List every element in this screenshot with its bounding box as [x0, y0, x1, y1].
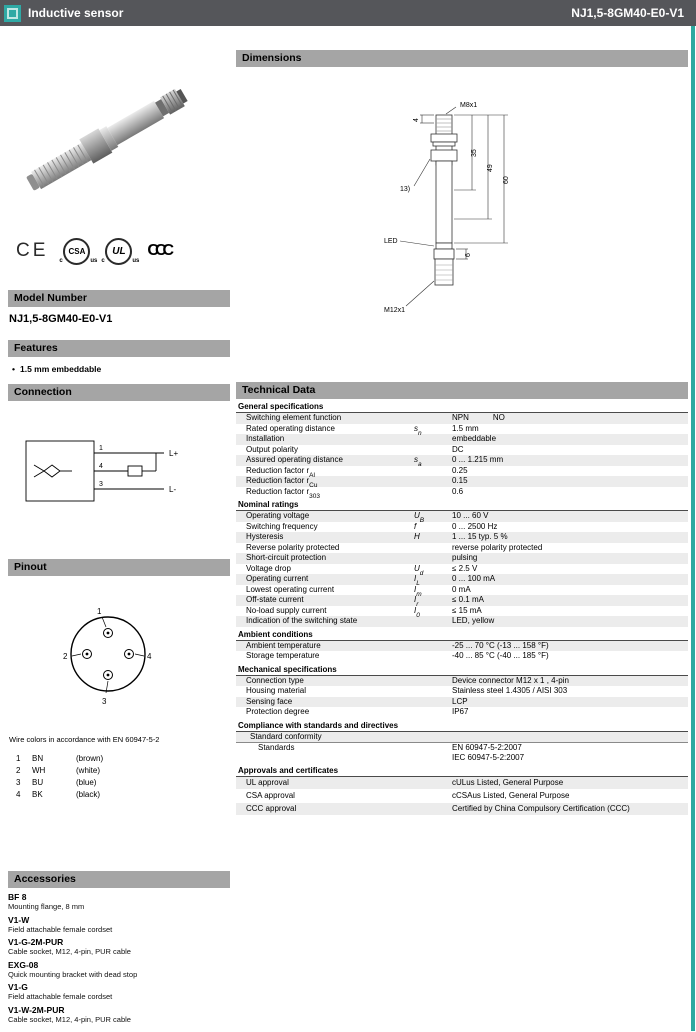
model-number-section-header: Model Number: [8, 290, 230, 307]
tech-row-label: Reduction factor $r_{303}$: [246, 486, 320, 500]
tech-row: [236, 790, 688, 802]
dim-led-label: LED: [384, 238, 398, 245]
tech-row-symbol: $I_L$: [414, 574, 420, 588]
tech-row-label: Operating current: [246, 574, 309, 583]
tech-row-value: 0.25: [452, 465, 468, 475]
tech-row: [236, 803, 688, 815]
tech-row: [236, 511, 688, 525]
tech-row-symbol: $s_a$: [414, 455, 422, 469]
tech-row-value: NPN NO: [452, 413, 505, 422]
feature-text: 1.5 mm embeddable: [19, 364, 102, 374]
tech-row-label: Hysteresis: [246, 532, 284, 541]
tech-row-symbol: $I_0$: [414, 605, 420, 619]
wire-colors-block: [8, 735, 230, 801]
tech-row: [236, 455, 688, 469]
accessory-item: [8, 937, 230, 956]
tech-row-value: 0.6: [452, 486, 464, 496]
accessory-name: V1-W-2M-PUR: [8, 1004, 65, 1015]
tech-row-label: Sensing face: [246, 696, 293, 706]
tech-row-label: Reduction factor $r_{Al}$: [246, 465, 315, 479]
wire-pin: 1: [16, 754, 21, 763]
tech-section-header: Mechanical specifications: [236, 662, 688, 676]
wire-pin: 2: [16, 766, 21, 775]
wire-code: BN: [32, 754, 44, 763]
tech-section-header: Nominal ratings: [236, 497, 688, 511]
tech-row: [236, 487, 688, 498]
tech-row-value: ≤ 0.1 mA: [452, 595, 484, 604]
tech-row: [236, 686, 688, 697]
tech-row-label: Housing material: [246, 686, 307, 695]
wire-row: [8, 765, 230, 777]
tech-row: [236, 606, 688, 617]
tech-row-label: Switching frequency: [246, 521, 318, 531]
tech-row-value: IP67: [452, 707, 469, 716]
tech-row-label: Ambient temperature: [246, 640, 321, 650]
dim-35-label: 35: [471, 149, 478, 157]
wire-pin: 4: [16, 790, 21, 799]
tech-row-value: Device connector M12 x 1 , 4-pin: [452, 675, 569, 685]
csa-us-text: us: [90, 257, 98, 264]
tech-row-value: embeddable: [452, 434, 497, 443]
product-photo-illustration: [8, 52, 230, 230]
connection-section-header: Connection: [8, 384, 230, 401]
brand-logo-icon: [4, 5, 21, 22]
accessory-name: V1-G: [8, 982, 28, 992]
technical-data-section-header: Technical Data: [236, 382, 688, 399]
tech-row-label: No-load supply current: [246, 605, 327, 615]
connection-diagram: [16, 425, 221, 517]
tech-row-value: 0 mA: [452, 584, 471, 594]
ul-text: UL: [112, 245, 126, 257]
dim-m8-label: M8x1: [460, 102, 478, 109]
tech-row: [236, 616, 688, 627]
wire-color: (black): [76, 790, 101, 799]
accessory-item: [8, 1005, 230, 1024]
csa-text: CSA: [68, 246, 86, 256]
brand-logo-inner: [7, 8, 18, 19]
ce-mark-icon: CE: [16, 240, 49, 261]
tech-row-value: cCSAus Listed, General Purpose: [452, 791, 570, 800]
tech-row-value: 0.15: [452, 476, 468, 485]
tech-row: [236, 522, 688, 533]
accessory-item: [8, 915, 230, 934]
top-header-bar: [0, 0, 696, 26]
connection-pin3-label: 3: [99, 481, 103, 488]
tech-row: [236, 532, 688, 543]
tech-row-symbol: $s_n$: [414, 423, 422, 437]
tech-row-label: Switching element function: [246, 413, 342, 422]
tech-row-symbol: $I_m$: [414, 584, 422, 598]
tech-row-symbol: $I_r$: [414, 595, 419, 609]
feature-bullet: •: [12, 364, 15, 374]
tech-row-label: Assured operating distance: [246, 455, 343, 464]
tech-row-value: 0 ... 100 mA: [452, 574, 496, 583]
accessory-desc: Field attachable female cordset: [8, 924, 113, 934]
tech-row-value: 0 ... 2500 Hz: [452, 521, 498, 531]
tech-row-value: 0 ... 1.215 mm: [452, 455, 504, 464]
product-photo: [8, 52, 230, 230]
tech-row: [236, 743, 688, 763]
tech-row: [236, 707, 688, 718]
tech-row-symbol: f: [414, 521, 417, 531]
tech-row-value: -25 ... 70 °C (-13 ... 158 °F): [452, 640, 549, 650]
tech-row: [236, 553, 688, 564]
dim-13-label: 13): [400, 186, 411, 193]
tech-row-label: Connection type: [246, 675, 304, 685]
tech-row-label: Operating voltage: [246, 511, 310, 520]
wire-row: [8, 753, 230, 765]
ul-logo-icon: [101, 238, 140, 265]
tech-row-label: CCC approval: [246, 804, 297, 813]
tech-row-value: 10 ... 60 V: [452, 511, 489, 520]
tech-row-label: Voltage drop: [246, 563, 291, 573]
connection-lplus-label: L+: [169, 449, 179, 458]
dimension-drawing: [376, 93, 556, 348]
accent-stripe: [691, 26, 695, 1031]
page-title: Inductive sensor: [28, 6, 124, 20]
tech-row-label: CSA approval: [246, 791, 295, 800]
wire-code: BK: [32, 790, 43, 799]
tech-row-label: Reverse polarity protected: [246, 542, 340, 552]
tech-row: [236, 413, 688, 424]
tech-row-value: cULus Listed, General Purpose: [452, 778, 564, 787]
dimensions-section: [236, 50, 688, 353]
tech-row-value: Certified by China Compulsory Certification (CCC): [452, 804, 630, 813]
wire-row: [8, 789, 230, 801]
connection-section: [8, 384, 230, 522]
tech-row-symbol: H: [414, 532, 420, 541]
ul-us-text: us: [132, 257, 140, 264]
wire-color: (white): [76, 766, 101, 775]
tech-row-value: ≤ 2.5 V: [452, 563, 478, 573]
tech-row: [236, 595, 688, 609]
pinout-section: [8, 559, 230, 717]
tech-row: [236, 466, 688, 477]
features-section: [8, 340, 230, 374]
accessory-item: [8, 892, 230, 911]
tech-subheader-label: Standard conformity: [250, 731, 322, 741]
tech-row-label: Output polarity: [246, 444, 299, 454]
wire-code: BU: [32, 778, 44, 787]
tech-section-header: Approvals and certificates: [236, 763, 688, 777]
tech-row-value: EN 60947-5-2:2007 IEC 60947-5-2:2007: [452, 743, 525, 762]
dim-m12-label: M12x1: [384, 307, 406, 314]
model-number-section: [8, 290, 230, 325]
tech-row-label: Reduction factor $r_{Cu}$: [246, 476, 318, 490]
tech-row: [236, 445, 688, 456]
tech-row: [236, 697, 688, 708]
tech-row: [236, 424, 688, 435]
accessories-list: [8, 892, 230, 1024]
accessory-desc: Quick mounting bracket with dead stop: [8, 969, 138, 979]
tech-row-value: DC: [452, 444, 464, 454]
tech-row-label: Rated operating distance: [246, 423, 335, 433]
dim-60-label: 60: [503, 176, 510, 184]
tech-row: [236, 543, 688, 554]
tech-row: [236, 777, 688, 789]
tech-row-label: Off-state current: [246, 595, 304, 604]
tech-row-label: Short-circuit protection: [246, 553, 327, 562]
pinout-pin1-label: 1: [97, 607, 102, 616]
tech-row: [236, 564, 688, 575]
csa-c-text: c: [59, 257, 63, 264]
model-number-value: NJ1,5-8GM40-E0-V1: [9, 313, 113, 325]
accessory-desc: Field attachable female cordset: [8, 992, 113, 1001]
wire-code: WH: [32, 766, 46, 775]
header-model-number: NJ1,5-8GM40-E0-V1: [571, 6, 684, 20]
connection-lminus-label: L-: [169, 485, 177, 494]
accessory-desc: Mounting flange, 8 mm: [8, 902, 85, 911]
wire-color: (blue): [76, 778, 97, 787]
accessory-name: BF 8: [8, 892, 27, 902]
tech-row: [236, 476, 688, 490]
csa-logo-icon: [59, 238, 98, 265]
accessory-name: EXG-08: [8, 959, 39, 970]
pinout-pin3-label: 3: [102, 697, 107, 706]
tech-row-label: Lowest operating current: [246, 584, 335, 594]
pinout-pin4-label: 4: [147, 652, 152, 661]
tech-row-label: Protection degree: [246, 707, 310, 716]
tech-row-label: Installation: [246, 434, 285, 443]
tech-row-label: UL approval: [246, 778, 289, 787]
technical-table: [236, 399, 688, 815]
wire-colors-note: Wire colors in accordance with EN 60947-5-2: [9, 735, 160, 744]
features-section-header: Features: [8, 340, 230, 357]
dim-6-label: 6: [465, 253, 472, 257]
pinout-pin2-label: 2: [63, 652, 68, 661]
tech-row-label: Storage temperature: [246, 651, 320, 660]
dim-49-label: 49: [487, 164, 494, 172]
accessory-name: V1-W: [8, 914, 30, 925]
tech-row-value: 1.5 mm: [452, 423, 479, 433]
tech-row: [236, 434, 688, 445]
tech-section-header: General specifications: [236, 399, 688, 413]
accessories-section-header: Accessories: [8, 871, 230, 888]
pinout-section-header: Pinout: [8, 559, 230, 576]
tech-row-value: ≤ 15 mA: [452, 605, 482, 615]
wire-colors-table: [8, 753, 230, 801]
tech-row-symbol: $U_B$: [414, 511, 425, 525]
dim-4-label: 4: [413, 118, 420, 122]
accessories-section: [8, 871, 230, 1027]
tech-row-value: 1 ... 15 typ. 5 %: [452, 532, 508, 541]
wire-color: (brown): [76, 754, 104, 763]
wire-pin: 3: [16, 778, 21, 787]
accessory-item: [8, 982, 230, 1001]
tech-row-value: pulsing: [452, 553, 478, 562]
connection-pin4-label: 4: [99, 463, 103, 470]
accessory-desc: Cable socket, M12, 4-pin, PUR cable: [8, 1014, 131, 1024]
ul-c-text: c: [101, 257, 105, 264]
feature-item: [8, 364, 230, 374]
technical-data-section: [236, 382, 688, 816]
tech-section-header: Compliance with standards and directives: [236, 718, 688, 732]
pinout-diagram: [46, 596, 170, 712]
tech-row: [236, 641, 688, 652]
tech-row-label: Standards: [258, 743, 295, 752]
tech-row: [236, 585, 688, 596]
ccc-logo-icon: CCC: [147, 242, 171, 259]
tech-row-value: -40 ... 85 °C (-40 ... 185 °F): [452, 651, 549, 660]
tech-section-header: Ambient conditions: [236, 627, 688, 641]
tech-row: [236, 732, 688, 744]
wire-row: [8, 777, 230, 789]
tech-row-value: LED, yellow: [452, 616, 495, 625]
tech-row: [236, 676, 688, 687]
accessory-item: [8, 960, 230, 979]
tech-row-label: Indication of the switching state: [246, 616, 358, 625]
tech-row-value: Stainless steel 1.4305 / AISI 303: [452, 686, 568, 695]
tech-row: [236, 574, 688, 588]
tech-row-symbol: $U_d$: [414, 563, 424, 577]
tech-row: [236, 651, 688, 662]
certification-logos: [8, 232, 230, 270]
left-column: [8, 40, 230, 1032]
dimensions-section-header: Dimensions: [236, 50, 688, 67]
connection-pin1-label: 1: [99, 445, 103, 452]
accessory-desc: Cable socket, M12, 4-pin, PUR cable: [8, 947, 131, 956]
accessory-name: V1-G-2M-PUR: [8, 937, 64, 947]
tech-row-value: LCP: [452, 696, 468, 706]
tech-row-value: reverse polarity protected: [452, 542, 543, 552]
